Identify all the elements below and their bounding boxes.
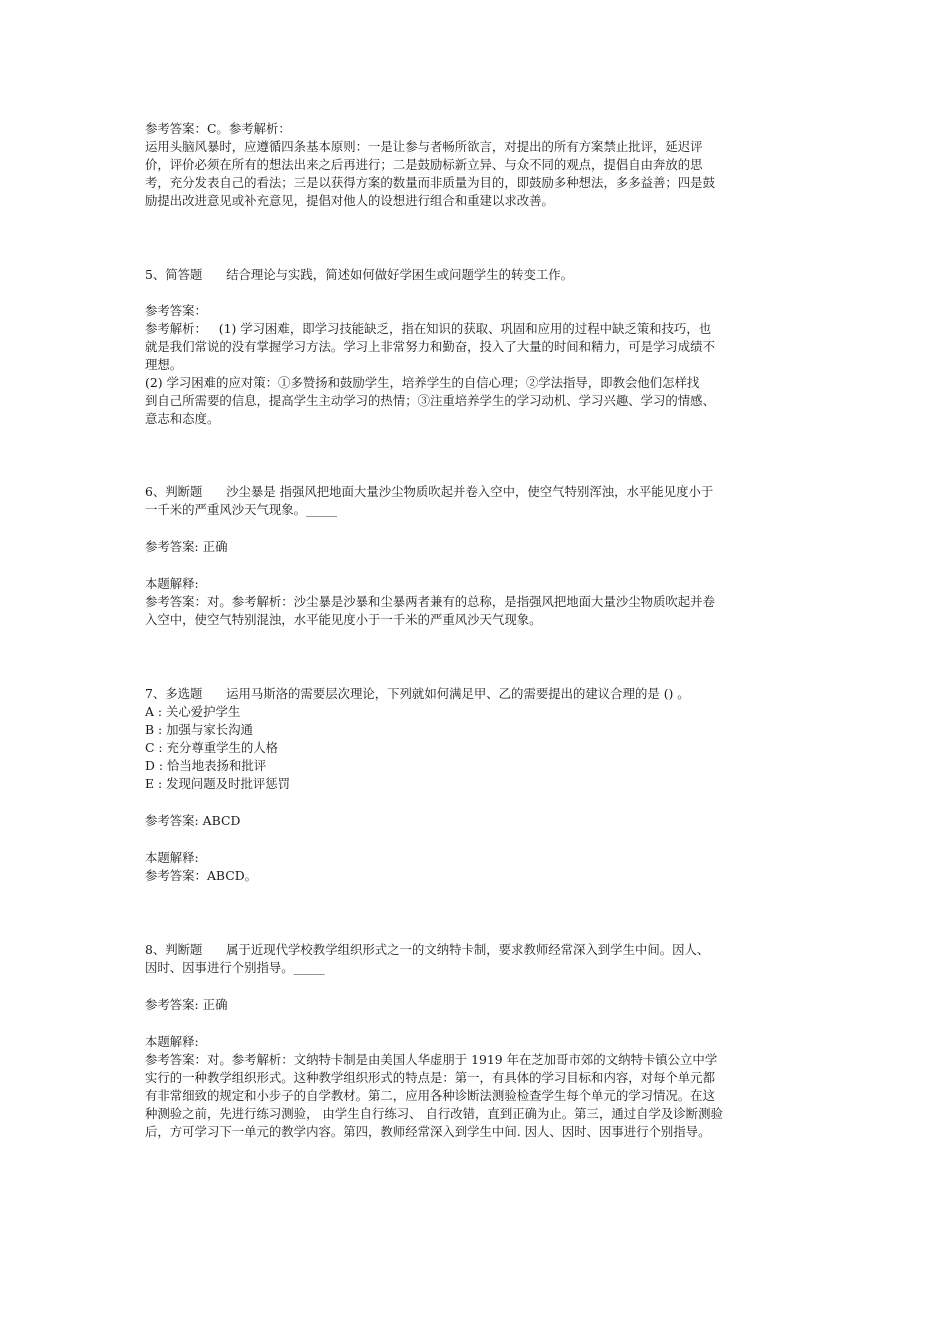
q8-explanation-line: 后，方可学习下一单元的教学内容。第四，教师经常深入到学生中间. 因人、因时、因事进行个别指导。 bbox=[145, 1124, 711, 1139]
q8-explanation-line: 有非常细致的规定和小步子的自学教材。第二，应用各种诊断法测验检查学生每个单元的学习情况。在这 bbox=[145, 1088, 715, 1103]
q7-question-text: 7、多选题 运用马斯洛的需要层次理论，下列就如何满足甲、乙的需要提出的建议合理的是 () 。 bbox=[145, 686, 690, 701]
q4-answer-block bbox=[145, 120, 810, 210]
q7-option-d: D : 恰当地表扬和批评 bbox=[145, 758, 267, 773]
q5-explanation-line: 理想。 bbox=[145, 357, 183, 372]
q8-explanation-line: 实行的一种教学组织形式。这种教学组织形式的特点是：第一，有具体的学习目标和内容，对每个单元都 bbox=[145, 1070, 715, 1085]
q5-explanation-line: 就是我们常说的没有掌握学习方法。学习上非常努力和勤奋，投入了大量的时间和精力，可是学习成绩不 bbox=[145, 339, 715, 354]
q5-explanation-line: 意志和态度。 bbox=[145, 411, 220, 426]
q4-explanation-line: 励提出改进意见或补充意见，提倡对他人的设想进行组合和重建以求改善。 bbox=[145, 193, 554, 208]
document-page bbox=[145, 120, 810, 1141]
question-6 bbox=[145, 483, 810, 629]
q4-explanation-line: 运用头脑风暴时，应遵循四条基本原则：一是让参与者畅所欲言，对提出的所有方案禁止批评，延迟评 bbox=[145, 139, 703, 154]
q8-answer: 参考答案: 正确 bbox=[145, 997, 228, 1012]
question-8 bbox=[145, 941, 810, 1141]
q5-question-text: 5、简答题 结合理论与实践，简述如何做好学困生或问题学生的转变工作。 bbox=[145, 267, 574, 282]
q5-explanation-line: (2) 学习困难的应对策：①多赞扬和鼓励学生，培养学生的自信心理；②学法指导，即教会他们怎样找 bbox=[145, 375, 700, 390]
q7-explanation-line: 参考答案：ABCD。 bbox=[145, 868, 258, 883]
q4-answer-header: 参考答案：C。参考解析： bbox=[145, 121, 291, 136]
q8-explanation-line: 种测验之前，先进行练习测验， 由学生自行练习、 自行改错，直到正确为止。第三，通过自学及诊断测验 bbox=[145, 1106, 723, 1121]
q8-question-text: 因时、因事进行个别指导。_____ bbox=[145, 960, 325, 975]
q6-explanation-line: 参考答案：对。参考解析：沙尘暴是沙暴和尘暴两者兼有的总称，是指强风把地面大量沙尘物质吹起并卷 bbox=[145, 594, 715, 609]
q5-explanation-line: 参考解析： (1) 学习困难，即学习技能缺乏，指在知识的获取、巩固和应用的过程中缺乏策和技巧，也 bbox=[145, 321, 712, 336]
q8-explanation-line: 参考答案：对。参考解析：文纳特卡制是由美国人华虚朋于 1919 年在芝加哥市郊的文纳特卡镇公立中学 bbox=[145, 1052, 718, 1067]
q8-explain-label: 本题解释: bbox=[145, 1034, 199, 1049]
q5-answer-label: 参考答案： bbox=[145, 303, 207, 318]
q4-explanation-line: 考，充分发表自己的看法；三是以获得方案的数量而非质量为目的，即鼓励多种想法，多多益善；四是鼓 bbox=[145, 175, 715, 190]
q7-option-c: C : 充分尊重学生的人格 bbox=[145, 740, 279, 755]
q4-explanation-line: 价，评价必须在所有的想法出来之后再进行；二是鼓励标新立异、与众不同的观点，提倡自由奔放的思 bbox=[145, 157, 703, 172]
q8-question-text: 8、判断题 属于近现代学校教学组织形式之一的文纳特卡制，要求教师经常深入到学生中间。因人、 bbox=[145, 942, 710, 957]
q6-explanation-line: 入空中，使空气特别混浊，水平能见度小于一千米的严重风沙天气现象。 bbox=[145, 612, 542, 627]
q7-option-b: B : 加强与家长沟通 bbox=[145, 722, 253, 737]
question-7 bbox=[145, 685, 810, 885]
q7-option-e: E : 发现问题及时批评惩罚 bbox=[145, 776, 291, 791]
q6-answer: 参考答案: 正确 bbox=[145, 539, 228, 554]
q7-explain-label: 本题解释: bbox=[145, 850, 199, 865]
q7-option-a: A : 关心爱护学生 bbox=[145, 704, 241, 719]
q6-question-text: 6、判断题 沙尘暴是 指强风把地面大量沙尘物质吹起并卷入空中，使空气特别浑浊，水平能见度小于 bbox=[145, 484, 714, 499]
q5-explanation-line: 到自己所需要的信息，提高学生主动学习的热情；③注重培养学生的学习动机、学习兴趣、学习的情感、 bbox=[145, 393, 715, 408]
question-5 bbox=[145, 266, 810, 428]
q7-answer: 参考答案: ABCD bbox=[145, 813, 241, 828]
q6-question-text: 一千米的严重风沙天气现象。_____ bbox=[145, 502, 338, 517]
q6-explain-label: 本题解释: bbox=[145, 576, 199, 591]
